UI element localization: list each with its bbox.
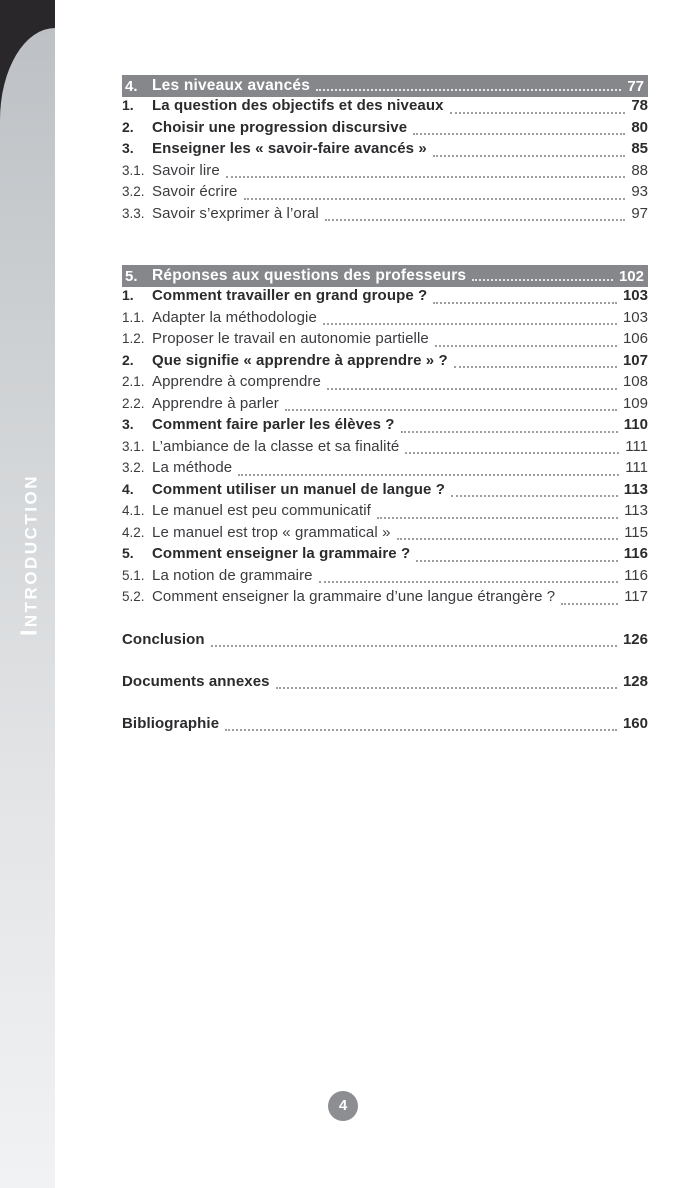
entry-page: 106 — [622, 330, 648, 347]
entry-page: 111 — [625, 437, 648, 455]
entry-number: 2.1. — [122, 374, 145, 389]
entry-page: 97 — [631, 204, 648, 222]
entry-page: 109 — [622, 394, 648, 412]
entry-number: 5.2. — [122, 589, 145, 604]
dotted-leader — [225, 729, 617, 731]
toc-entry — [122, 309, 648, 331]
entry-number: 3.2. — [122, 184, 145, 199]
toc-entry — [122, 373, 648, 395]
entry-page: 103 — [622, 287, 648, 304]
entry-page: 107 — [622, 351, 648, 369]
dotted-leader — [433, 155, 626, 157]
toc-entry — [122, 162, 648, 184]
entry-number: 1. — [122, 97, 134, 113]
entry-page: 117 — [624, 588, 648, 605]
entry-title: Comment utiliser un manuel de langue ? — [152, 480, 446, 498]
entry-title: Que signifie « apprendre à apprendre » ? — [152, 351, 448, 369]
entry-number: 4. — [122, 480, 134, 497]
entry-page: 103 — [622, 308, 648, 326]
entry-title: La question des objectifs et des niveaux — [152, 97, 444, 114]
dotted-leader — [316, 89, 621, 91]
toc-standalone-entry — [122, 715, 648, 737]
entry-number: 1.1. — [122, 309, 145, 325]
toc-entry — [122, 545, 648, 567]
toc-entry — [122, 416, 648, 438]
toc-entry — [122, 567, 648, 589]
dotted-leader — [405, 452, 619, 454]
entry-page: 126 — [622, 630, 648, 648]
entry-number: 2.2. — [122, 395, 145, 411]
page-number-badge: 4 — [328, 1091, 358, 1121]
entry-page: 85 — [631, 140, 648, 157]
dotted-leader — [450, 112, 626, 114]
dotted-leader — [327, 388, 617, 390]
entry-page: 111 — [625, 459, 648, 476]
dotted-leader — [285, 409, 617, 411]
entry-title: Choisir une progression discursive — [152, 118, 408, 136]
toc-entry — [122, 140, 648, 162]
sidebar — [0, 0, 55, 1188]
dotted-leader — [323, 323, 617, 325]
entry-number: 4.2. — [122, 524, 145, 540]
dotted-leader — [472, 279, 613, 281]
entry-title: L’ambiance de la classe et sa finalité — [152, 437, 400, 455]
entry-page: 113 — [624, 502, 648, 519]
toc-entry — [122, 183, 648, 205]
toc-standalone-entries — [122, 631, 648, 737]
section-header-bar — [122, 265, 648, 287]
entry-page: 128 — [622, 672, 648, 690]
toc-entry — [122, 119, 648, 141]
dotted-leader — [413, 133, 625, 135]
entry-page: 116 — [624, 566, 648, 584]
section-header-bar — [122, 75, 648, 97]
dotted-leader — [244, 198, 626, 200]
entry-page: 110 — [623, 416, 648, 433]
entry-page: 160 — [622, 714, 648, 732]
toc-entry — [122, 438, 648, 460]
entry-number: 1.2. — [122, 331, 145, 346]
table-of-contents — [122, 75, 648, 736]
entry-title: La notion de grammaire — [152, 566, 313, 584]
toc-standalone-entry — [122, 631, 648, 653]
section-page: 102 — [618, 267, 644, 285]
entry-title: Apprendre à parler — [152, 394, 279, 412]
toc-entry — [122, 502, 648, 524]
entry-title: Bibliographie — [122, 714, 220, 732]
entry-title: Comment enseigner la grammaire ? — [152, 545, 411, 562]
entry-page: 116 — [623, 545, 648, 562]
toc-section — [122, 75, 648, 226]
entry-number: 3.1. — [122, 438, 145, 454]
section-title: Les niveaux avancés — [152, 77, 311, 94]
entry-title: Documents annexes — [122, 672, 270, 690]
entry-title: Apprendre à comprendre — [152, 373, 321, 390]
entry-title: Enseigner les « savoir-faire avancés » — [152, 140, 427, 157]
toc-entry — [122, 330, 648, 352]
entry-number: 3.2. — [122, 460, 145, 475]
section-number: 4. — [125, 77, 138, 95]
entry-number: 2. — [122, 118, 134, 135]
dotted-leader — [325, 219, 625, 221]
entry-title: Savoir lire — [152, 161, 220, 179]
entry-title: Savoir s’exprimer à l’oral — [152, 204, 319, 222]
dotted-leader — [397, 538, 619, 540]
entry-page: 78 — [631, 97, 648, 114]
toc-entry — [122, 205, 648, 227]
dotted-leader — [319, 581, 618, 583]
toc-entry — [122, 524, 648, 546]
dotted-leader — [451, 495, 618, 497]
dotted-leader — [276, 687, 617, 689]
entry-number: 4.1. — [122, 503, 145, 518]
entry-number: 3. — [122, 416, 134, 432]
dotted-leader — [454, 366, 617, 368]
toc-section — [122, 265, 648, 610]
toc-entry — [122, 287, 648, 309]
dotted-leader — [435, 345, 617, 347]
toc-entry — [122, 97, 648, 119]
toc-entry — [122, 352, 648, 374]
dotted-leader — [377, 517, 618, 519]
entry-title: Savoir écrire — [152, 183, 238, 200]
entry-title: Proposer le travail en autonomie partielle — [152, 330, 429, 347]
entry-number: 5.1. — [122, 567, 145, 583]
toc-entry — [122, 459, 648, 481]
entry-title: Comment enseigner la grammaire d’une langue étrangère ? — [152, 588, 556, 605]
entry-title: Comment travailler en grand groupe ? — [152, 287, 428, 304]
toc-standalone-entry — [122, 673, 648, 695]
entry-title: La méthode — [152, 459, 233, 476]
dotted-leader — [416, 560, 618, 562]
toc-entry — [122, 395, 648, 417]
toc-entry — [122, 481, 648, 503]
entry-number: 1. — [122, 287, 134, 303]
dotted-leader — [433, 302, 617, 304]
entry-page: 80 — [631, 118, 648, 136]
dotted-leader — [401, 431, 618, 433]
entry-page: 108 — [622, 373, 648, 390]
entry-number: 3. — [122, 140, 134, 156]
dotted-leader — [561, 603, 618, 605]
dotted-leader — [238, 474, 619, 476]
toc-entry — [122, 588, 648, 610]
entry-page: 115 — [624, 523, 648, 541]
entry-page: 88 — [631, 161, 648, 179]
entry-page: 93 — [631, 183, 648, 200]
dotted-leader — [226, 176, 626, 178]
entry-number: 2. — [122, 351, 134, 368]
entry-number: 3.1. — [122, 162, 145, 178]
entry-number: 5. — [122, 545, 134, 561]
section-title: Réponses aux questions des professeurs — [152, 267, 467, 284]
entry-title: Le manuel est peu communicatif — [152, 502, 371, 519]
entry-title: Le manuel est trop « grammatical » — [152, 523, 391, 541]
entry-title: Conclusion — [122, 630, 205, 648]
section-number: 5. — [125, 267, 138, 285]
section-page: 77 — [627, 77, 644, 95]
entry-title: Adapter la méthodologie — [152, 308, 317, 326]
dotted-leader — [211, 645, 617, 647]
entry-page: 113 — [623, 480, 648, 498]
entry-number: 3.3. — [122, 205, 145, 221]
sidebar-chapter-label: INTRODUCTION — [15, 474, 42, 636]
entry-title: Comment faire parler les élèves ? — [152, 416, 395, 433]
